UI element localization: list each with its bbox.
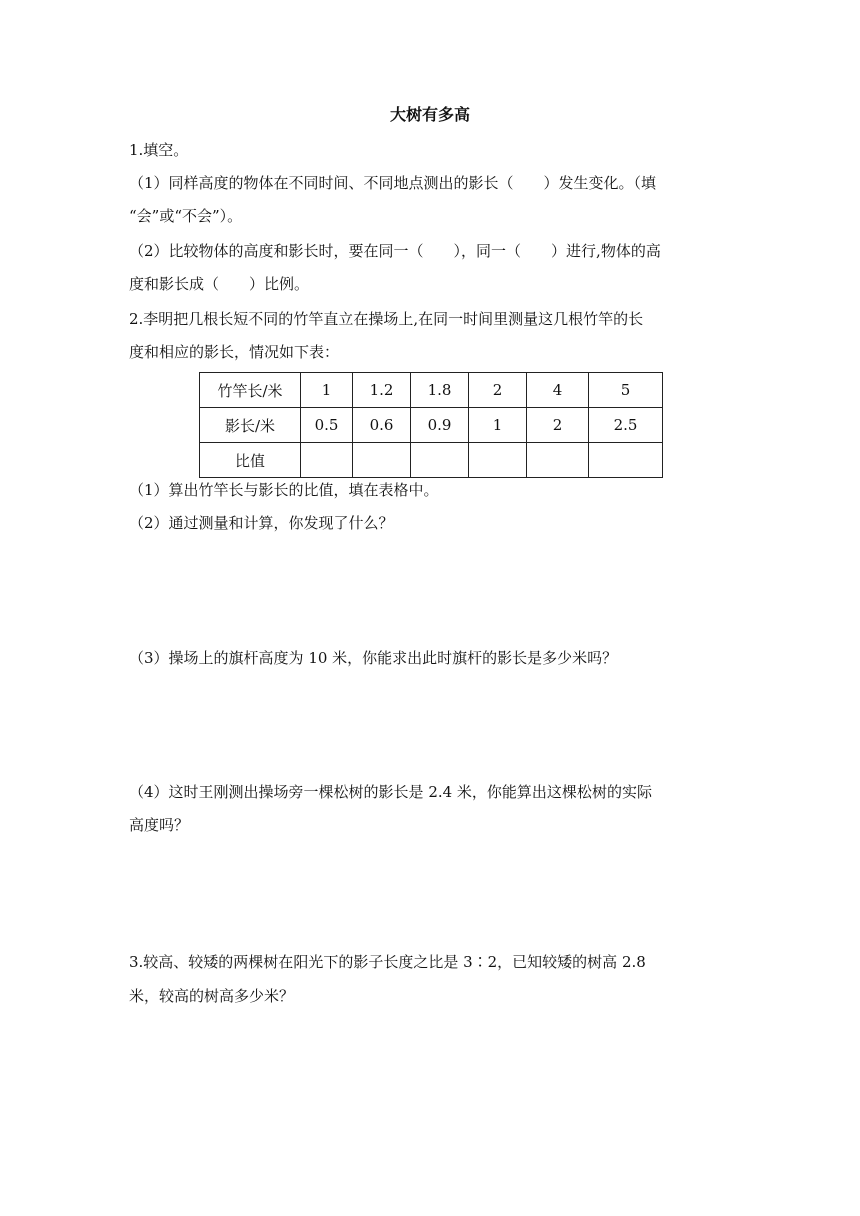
table-row <box>200 373 663 408</box>
measurement-table <box>199 372 663 478</box>
q1-heading: 1.填空。 <box>129 141 189 159</box>
q2-sub4-line2: 高度吗？ <box>129 816 190 834</box>
table-cell: 0.9 <box>411 408 469 443</box>
table-cell: 4 <box>527 373 589 408</box>
table-cell: 1.2 <box>353 373 411 408</box>
q2-stem-line1: 2.李明把几根长短不同的竹竿直立在操场上,在同一时间里测量这几根竹竿的长 <box>129 310 644 328</box>
table-cell: 2 <box>469 373 527 408</box>
table-cell: 0.6 <box>353 408 411 443</box>
table-cell <box>353 443 411 478</box>
table-row <box>200 408 663 443</box>
table-cell <box>469 443 527 478</box>
table-cell: 1 <box>301 373 353 408</box>
q3-line1: 3.较高、较矮的两棵树在阳光下的影子长度之比是 3∶2，已知较矮的树高 2.8 <box>129 953 646 971</box>
q2-stem-line2: 度和相应的影长，情况如下表： <box>129 343 340 361</box>
table-cell <box>589 443 663 478</box>
q2-sub3: （3）操场上的旗杆高度为 10 米，你能求出此时旗杆的影长是多少米吗？ <box>129 649 618 667</box>
table-cell: 5 <box>589 373 663 408</box>
row-header-cell: 影长/米 <box>200 408 301 443</box>
q2-sub1: （1）算出竹竿长与影长的比值，填在表格中。 <box>129 481 439 499</box>
page-title: 大树有多高 <box>389 105 470 124</box>
table-cell <box>411 443 469 478</box>
table-cell: 1 <box>469 408 527 443</box>
table-cell <box>301 443 353 478</box>
q1-part1-line2: “会”或“不会”）。 <box>129 207 243 225</box>
q1-part2-line1: （2）比较物体的高度和影长时，要在同一（ ），同一（ ）进行,物体的高 <box>129 242 661 260</box>
table-cell <box>527 443 589 478</box>
row-header-cell: 比值 <box>200 443 301 478</box>
row-header-cell: 竹竿长/米 <box>200 373 301 408</box>
table-cell: 2 <box>527 408 589 443</box>
table-row <box>200 443 663 478</box>
table-cell: 1.8 <box>411 373 469 408</box>
q2-sub4-line1: （4）这时王刚测出操场旁一棵松树的影长是 2.4 米，你能算出这棵松树的实际 <box>129 783 652 801</box>
table-cell: 0.5 <box>301 408 353 443</box>
q1-part1-line1: （1）同样高度的物体在不同时间、不同地点测出的影长（ ）发生变化。（填 <box>129 174 657 192</box>
q1-part2-line2: 度和影长成（ ）比例。 <box>129 275 310 293</box>
q2-sub2: （2）通过测量和计算，你发现了什么？ <box>129 514 394 532</box>
table-cell: 2.5 <box>589 408 663 443</box>
q3-line2: 米，较高的树高多少米？ <box>129 987 295 1005</box>
